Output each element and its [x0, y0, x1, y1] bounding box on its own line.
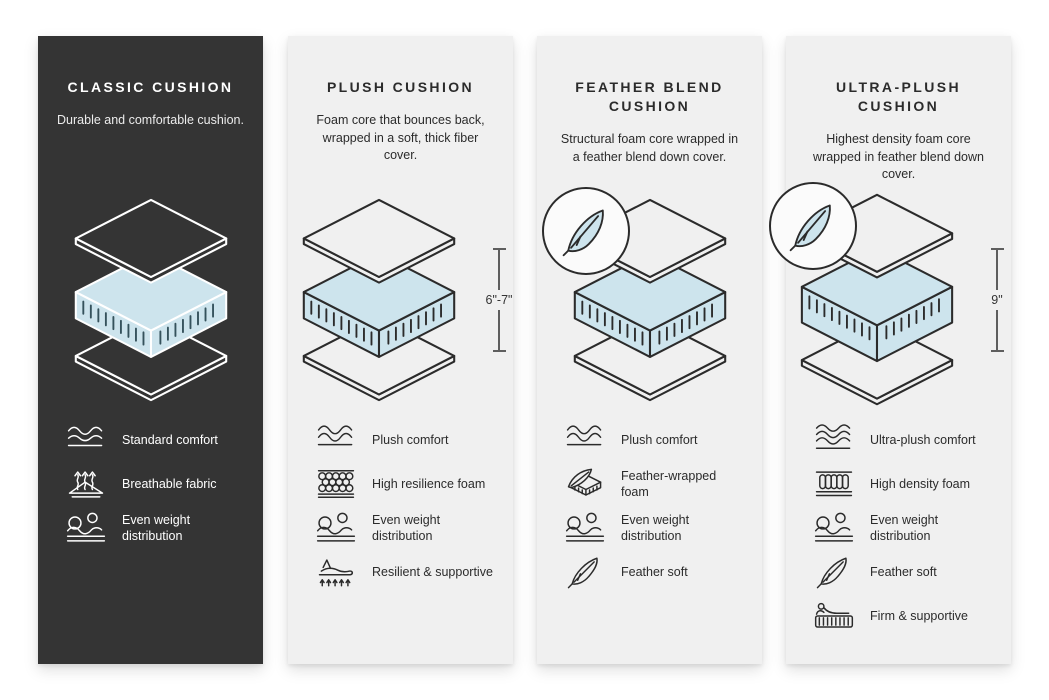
feature-label: High density foam	[870, 476, 971, 491]
feather-badge-icon	[542, 187, 630, 275]
dimension-cap-bottom	[991, 350, 1004, 352]
foam-bubbles-icon	[313, 465, 359, 503]
triple-waves-icon	[811, 421, 857, 459]
dimension-line	[498, 310, 500, 350]
panel-description: Structural foam core wrapped in a feather blend down cover.	[560, 131, 739, 164]
cushion-illustration	[556, 186, 743, 414]
double-waves-icon	[313, 421, 359, 459]
feature-label: Breathable fabric	[122, 476, 217, 491]
panel-header	[805, 74, 992, 186]
feather-icon	[811, 553, 857, 591]
cushion-illustration	[307, 186, 513, 414]
resilient-support-icon	[313, 553, 359, 591]
panel-classic-cushion	[38, 36, 263, 664]
feather-wrapped-foam-icon	[562, 465, 608, 503]
panel-description: Foam core that bounces back, wrapped in a soft, thick fiber cover.	[316, 112, 485, 163]
dimension-label: 9"	[991, 293, 1003, 307]
feature-row	[562, 464, 743, 504]
panel-title: FEATHER BLEND CUSHION	[575, 79, 724, 114]
feature-list	[57, 414, 244, 644]
panel-header	[57, 74, 244, 186]
dimension-line	[498, 250, 500, 290]
feature-row	[313, 420, 494, 460]
feature-label: Feather soft	[870, 564, 937, 579]
cushion-illustration	[57, 186, 244, 414]
feather-icon	[562, 553, 608, 591]
dimension-cap-bottom	[493, 350, 506, 352]
dimension-marker	[980, 248, 1014, 352]
layered-cushion-diagram	[556, 197, 744, 404]
dimension-label: 6"-7"	[485, 293, 513, 307]
feature-label: Even weight distribution	[122, 512, 191, 543]
dimension-line	[996, 310, 998, 350]
feature-label: Even weight distribution	[372, 512, 441, 543]
feature-row	[811, 552, 992, 592]
waves-icon	[63, 421, 109, 459]
weight-distribution-icon	[562, 509, 608, 547]
feature-label: High resilience foam	[372, 476, 486, 491]
firm-support-icon	[811, 597, 857, 635]
feature-label: Even weight distribution	[870, 512, 939, 543]
feature-label: Plush comfort	[621, 432, 698, 447]
panel-feather-blend-cushion	[537, 36, 762, 664]
weight-distribution-icon	[811, 509, 857, 547]
feature-row	[811, 508, 992, 548]
foam-cells-icon	[811, 465, 857, 503]
panel-plush-cushion	[288, 36, 513, 664]
panel-header	[556, 74, 743, 186]
feature-list	[556, 414, 743, 644]
weight-distribution-icon	[313, 509, 359, 547]
feather-badge-icon	[769, 182, 857, 270]
layered-cushion-diagram	[57, 197, 245, 404]
panel-title: PLUSH CUSHION	[326, 79, 475, 95]
feature-label: Ultra-plush comfort	[870, 432, 976, 447]
feature-label: Plush comfort	[372, 432, 449, 447]
feature-row	[562, 552, 743, 592]
feature-row	[313, 464, 494, 504]
feature-row	[562, 420, 743, 460]
feature-row	[811, 464, 992, 504]
breathable-fabric-icon	[63, 465, 109, 503]
layered-cushion-diagram	[285, 197, 473, 404]
dimension-line	[996, 250, 998, 290]
dimension-marker	[482, 248, 516, 352]
feature-label: Standard comfort	[122, 432, 218, 447]
double-waves-icon	[562, 421, 608, 459]
panel-header	[307, 74, 494, 186]
feature-list	[307, 414, 494, 644]
feature-row	[63, 420, 244, 460]
feature-label: Even weight distribution	[621, 512, 690, 543]
feature-label: Feather soft	[621, 564, 688, 579]
feature-row	[63, 464, 244, 504]
panel-description: Highest density foam core wrapped in feather blend down cover.	[813, 131, 984, 182]
feature-row	[313, 508, 494, 548]
panel-ultra-plush-cushion	[786, 36, 1011, 664]
feature-row	[811, 420, 992, 460]
cushion-illustration	[805, 186, 1003, 414]
feature-label: Firm & supportive	[870, 608, 968, 623]
feature-label: Feather-wrapped foam	[621, 468, 717, 499]
panel-description: Durable and comfortable cushion.	[57, 112, 244, 127]
feature-list	[805, 414, 992, 644]
panel-title: CLASSIC CUSHION	[67, 79, 234, 95]
panel-title: ULTRA-PLUSH CUSHION	[836, 79, 961, 114]
feature-label: Resilient & supportive	[372, 564, 493, 579]
feature-row	[811, 596, 992, 636]
feature-row	[562, 508, 743, 548]
feature-row	[63, 508, 244, 548]
feature-row	[313, 552, 494, 592]
weight-distribution-icon	[63, 509, 109, 547]
layered-cushion-diagram	[783, 192, 971, 408]
